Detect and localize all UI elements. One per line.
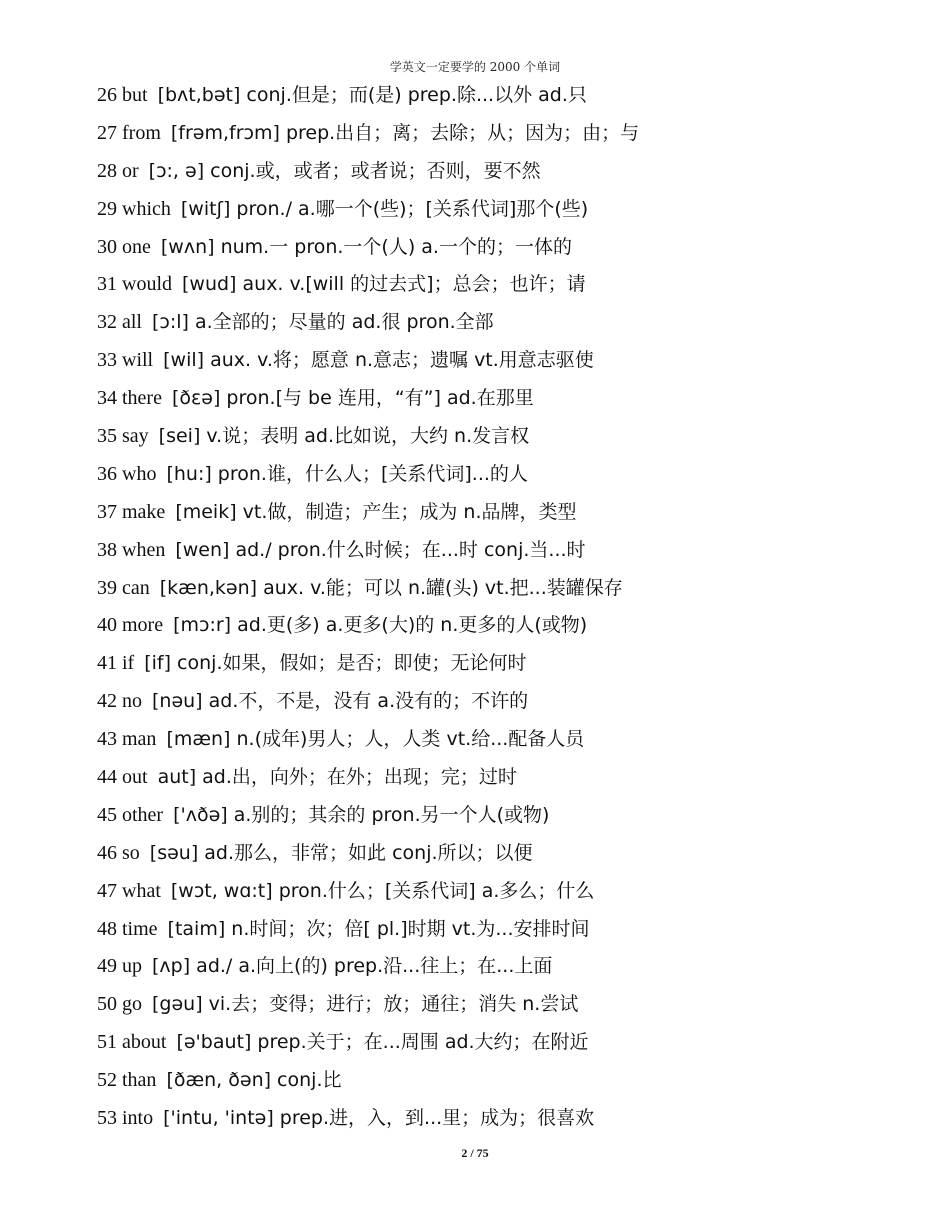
entry-word: or <box>122 159 139 182</box>
entry-word: make <box>122 500 166 523</box>
word-entry <box>97 229 917 267</box>
word-list <box>97 77 917 1138</box>
entry-word: more <box>122 614 164 637</box>
entry-word: no <box>122 690 142 713</box>
word-entry <box>97 835 917 873</box>
page-number: 2 / 75 <box>461 1146 489 1160</box>
entry-word: but <box>122 84 148 106</box>
entry-word: which <box>122 197 171 220</box>
entry-definition: [if] conj.如果，假如；是否；即使；无论何时 <box>144 652 527 675</box>
entry-definition: [taim] n.时间；次；倍[ pl.]时期 vt.为...安排时间 <box>167 917 590 940</box>
word-entry <box>97 986 917 1024</box>
word-entry <box>97 645 917 683</box>
entry-definition: [wil] aux. v.将；愿意 n.意志；遗嘱 vt.用意志驱使 <box>163 349 594 372</box>
entry-word: time <box>122 917 158 940</box>
word-entry <box>97 266 917 304</box>
entry-number: 38 <box>97 538 117 561</box>
entry-number: 31 <box>97 273 117 296</box>
word-entry <box>97 342 917 380</box>
entry-word: up <box>122 955 142 978</box>
word-entry <box>97 721 917 759</box>
entry-word: who <box>122 462 157 485</box>
entry-number: 34 <box>97 387 117 410</box>
entry-word: when <box>122 538 166 561</box>
entry-number: 29 <box>97 197 117 220</box>
entry-number: 30 <box>97 235 117 258</box>
word-entry <box>97 570 917 608</box>
entry-definition: [ə'baut] prep.关于；在...周围 ad.大约；在附近 <box>176 1031 589 1054</box>
word-entry <box>97 911 917 949</box>
word-entry <box>97 456 917 494</box>
entry-number: 33 <box>97 349 117 372</box>
entry-word: would <box>122 273 172 296</box>
entry-definition: aut] ad.出，向外；在外；出现；完；过时 <box>157 766 517 789</box>
entry-number: 51 <box>97 1031 117 1054</box>
word-entry <box>97 683 917 721</box>
entry-definition: [wen] ad./ pron.什么时候；在...时 conj.当...时 <box>175 538 586 561</box>
entry-number: 37 <box>97 500 117 523</box>
entry-number: 39 <box>97 576 117 599</box>
entry-word: say <box>122 425 149 448</box>
entry-number: 35 <box>97 425 117 448</box>
entry-number: 47 <box>97 879 117 902</box>
page-header: 学英文一定要学的 2000 个单词 <box>389 60 561 74</box>
entry-number: 52 <box>97 1069 117 1092</box>
entry-word: one <box>122 235 151 258</box>
entry-number: 27 <box>97 121 117 144</box>
word-entry <box>97 1100 917 1138</box>
entry-definition: [gəu] vi.去；变得；进行；放；通往；消失 n.尝试 <box>152 993 579 1016</box>
word-entry <box>97 532 917 570</box>
entry-definition: [ðæn, ðən] conj.比 <box>166 1069 342 1092</box>
entry-number: 26 <box>97 84 117 106</box>
word-entry <box>97 191 917 229</box>
entry-number: 41 <box>97 652 117 675</box>
entry-definition: [ɔ:l] a.全部的；尽量的 ad.很 pron.全部 <box>152 311 494 334</box>
word-entry <box>97 759 917 797</box>
entry-word: go <box>122 993 142 1016</box>
entry-word: will <box>122 349 154 372</box>
entry-word: there <box>122 387 162 410</box>
entry-definition: [mæn] n.(成年)男人；人，人类 vt.给...配备人员 <box>166 728 585 751</box>
entry-definition: [ðεə] pron.[与 be 连用，“有”] ad.在那里 <box>171 387 534 410</box>
word-entry <box>97 153 917 191</box>
entry-definition: [wʌn] num.一 pron.一个(人) a.一个的；一体的 <box>160 235 572 258</box>
entry-number: 45 <box>97 803 117 826</box>
entry-definition: [mɔ:r] ad.更(多) a.更多(大)的 n.更多的人(或物) <box>173 614 588 637</box>
word-entry <box>97 77 917 115</box>
word-entry <box>97 494 917 532</box>
entry-word: into <box>122 1107 154 1130</box>
entry-definition: [ɔ:, ə] conj.或，或者；或者说；否则，要不然 <box>148 159 541 182</box>
word-entry <box>97 115 917 153</box>
entry-word: so <box>122 841 140 864</box>
entry-definition: [sei] v.说；表明 ad.比如说，大约 n.发言权 <box>158 425 530 448</box>
entry-word: can <box>122 576 150 599</box>
word-entry <box>97 1024 917 1062</box>
word-entry <box>97 797 917 835</box>
entry-definition: ['intu, 'intə] prep.进，入，到...里；成为；很喜欢 <box>163 1107 595 1130</box>
entry-word: if <box>122 652 135 675</box>
entry-word: all <box>122 311 142 334</box>
entry-definition: [meik] vt.做，制造；产生；成为 n.品牌，类型 <box>175 500 577 523</box>
word-entry <box>97 304 917 342</box>
entry-number: 42 <box>97 690 117 713</box>
word-entry <box>97 418 917 456</box>
word-entry <box>97 1062 917 1100</box>
entry-number: 44 <box>97 766 117 789</box>
entry-definition: [frəm,frɔm] prep.出自；离；去除；从；因为；由；与 <box>170 121 640 144</box>
entry-definition: [nəu] ad.不，不是，没有 a.没有的；不许的 <box>152 690 529 713</box>
entry-definition: [hu:] pron.谁，什么人；[关系代词]...的人 <box>166 462 528 485</box>
entry-definition: [bʌt,bət] conj.但是；而(是) prep.除...以外 ad.只 <box>157 84 587 106</box>
entry-number: 32 <box>97 311 117 334</box>
entry-number: 53 <box>97 1107 117 1130</box>
entry-definition: [kæn,kən] aux. v.能；可以 n.罐(头) vt.把...装罐保存 <box>159 576 623 599</box>
entry-definition: [ʌp] ad./ a.向上(的) prep.沿...往上；在...上面 <box>152 955 553 978</box>
entry-definition: [wud] aux. v.[will 的过去式]；总会；也许；请 <box>182 273 586 296</box>
entry-word: from <box>122 121 161 144</box>
entry-definition: ['ʌðə] a.别的；其余的 pron.另一个人(或物) <box>173 803 550 826</box>
word-entry <box>97 607 917 645</box>
entry-word: what <box>122 879 161 902</box>
entry-word: about <box>122 1031 167 1054</box>
entry-number: 48 <box>97 917 117 940</box>
word-entry <box>97 380 917 418</box>
entry-word: out <box>122 766 148 789</box>
entry-number: 43 <box>97 728 117 751</box>
entry-number: 46 <box>97 841 117 864</box>
word-entry <box>97 948 917 986</box>
entry-number: 28 <box>97 159 117 182</box>
entry-number: 36 <box>97 462 117 485</box>
entry-definition: [wɔt, wɑ:t] pron.什么；[关系代词] a.多么；什么 <box>170 879 595 902</box>
entry-number: 49 <box>97 955 117 978</box>
entry-number: 40 <box>97 614 117 637</box>
word-entry <box>97 873 917 911</box>
entry-definition: [səu] ad.那么，非常；如此 conj.所以；以便 <box>149 841 533 864</box>
entry-number: 50 <box>97 993 117 1016</box>
entry-word: other <box>122 803 164 826</box>
entry-word: man <box>122 728 157 751</box>
entry-word: than <box>122 1069 157 1092</box>
entry-definition: [witʃ] pron./ a.哪一个(些)；[关系代词]那个(些) <box>180 197 589 220</box>
